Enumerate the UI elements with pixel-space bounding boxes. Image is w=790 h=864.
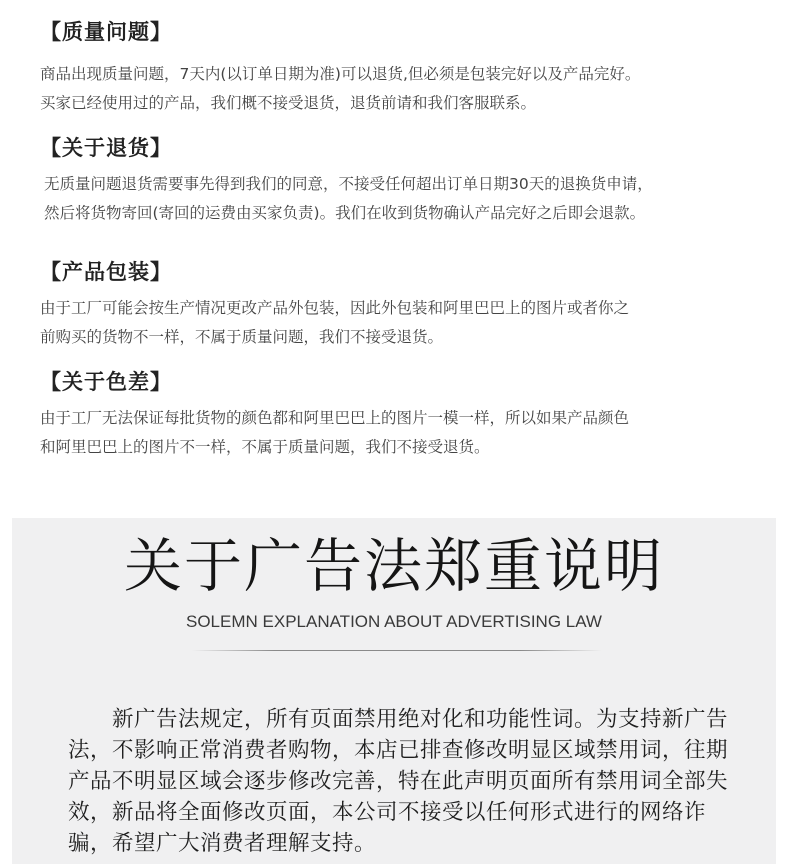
- returns-line-2: 然后将货物寄回(寄回的运费由买家负责)。我们在收到货物确认产品完好之后即会退款。: [44, 204, 646, 222]
- quality-line-2: 买家已经使用过的产品，我们概不接受退货，退货前请和我们客服联系。: [40, 94, 537, 112]
- divider: [192, 650, 602, 651]
- advertising-law-subtitle: SOLEMN EXPLANATION ABOUT ADVERTISING LAW: [186, 612, 602, 631]
- quality-heading: 【质量问题】: [40, 20, 172, 44]
- packaging-section: [40, 258, 760, 352]
- color-difference-heading: 【关于色差】: [40, 370, 172, 394]
- packaging-line-1: 由于工厂可能会按生产情况更改产品外包装，因此外包装和阿里巴巴上的图片或者你之: [40, 299, 630, 317]
- color-difference-line-1: 由于工厂无法保证每批货物的颜色都和阿里巴巴上的图片一模一样，所以如果产品颜色: [40, 409, 630, 427]
- quality-section: [40, 18, 760, 118]
- returns-section: [40, 134, 760, 228]
- advertising-law-panel: [12, 518, 776, 864]
- advertising-law-body: 新广告法规定，所有页面禁用绝对化和功能性词。为支持新广告法，不影响正常消费者购物，本店已排查修改明显区域禁用词，往期产品不明显区域会逐步修改完善，特在此声明页面所有禁用词全部失效，新品将全面修改页面，本公司不接受以任何形式进行的网络诈骗，希望广大消费者理解支持。: [68, 706, 729, 856]
- color-difference-section: [40, 368, 760, 462]
- returns-line-1: 无质量问题退货需要事先得到我们的同意，不接受任何超出订单日期30天的退换货申请，: [44, 175, 653, 193]
- quality-line-1: 商品出现质量问题，7天内(以订单日期为准)可以退货,但必须是包装完好以及产品完好。: [40, 65, 641, 83]
- packaging-heading: 【产品包装】: [40, 260, 172, 284]
- color-difference-line-2: 和阿里巴巴上的图片不一样，不属于质量问题，我们不接受退货。: [40, 438, 490, 456]
- advertising-law-title: 关于广告法郑重说明: [123, 532, 664, 600]
- packaging-line-2: 前购买的货物不一样，不属于质量问题，我们不接受退货。: [40, 328, 444, 346]
- returns-heading: 【关于退货】: [40, 136, 172, 160]
